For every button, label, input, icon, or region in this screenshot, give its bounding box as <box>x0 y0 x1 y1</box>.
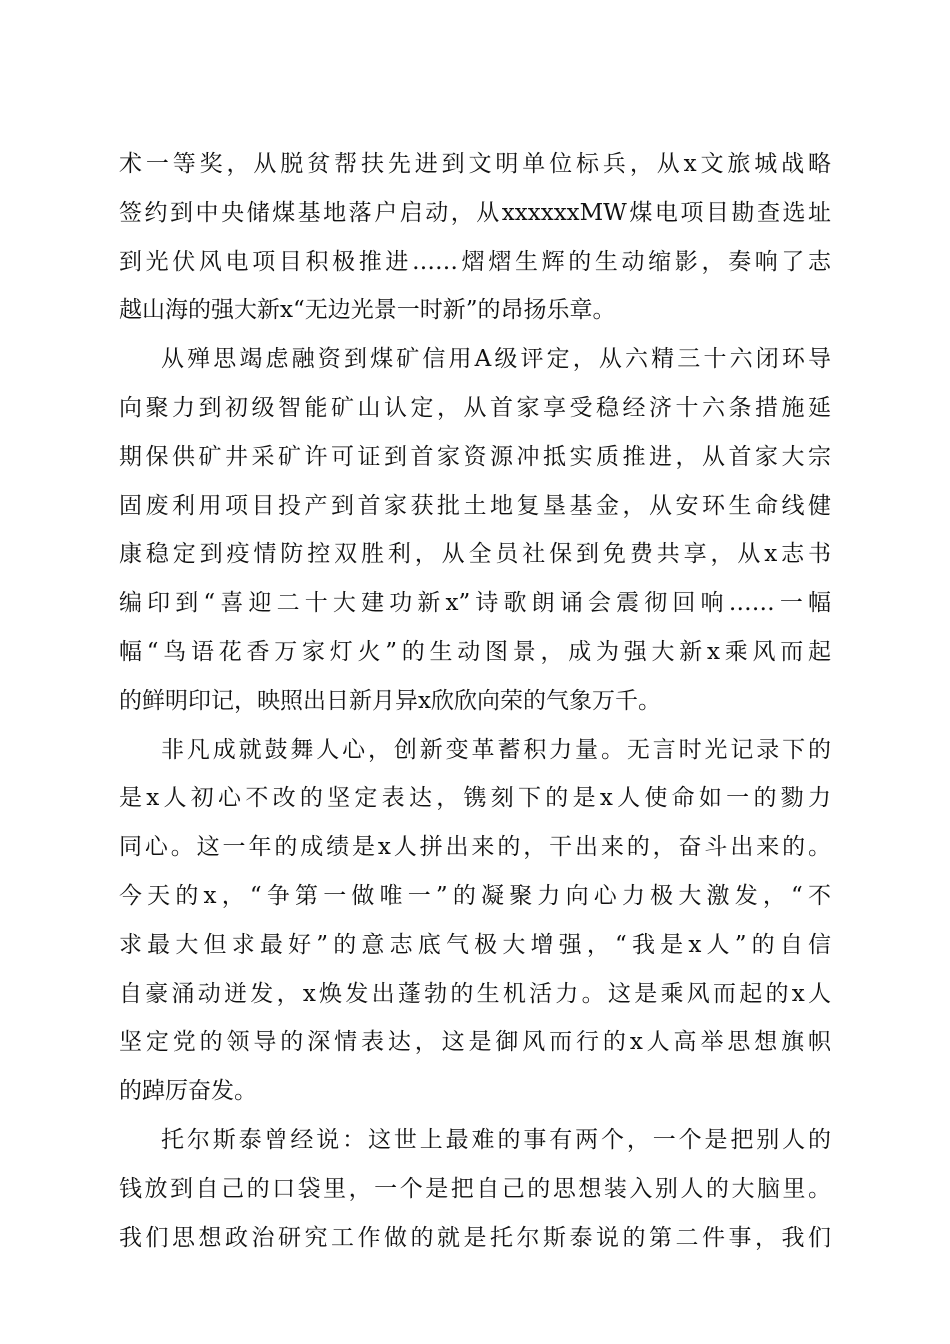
text-line: 幅“鸟语花香万家灯火”的生动图景，成为强大新x乘风而起 <box>119 638 831 665</box>
paragraph-2 <box>119 335 831 725</box>
text-line: 期保供矿井采矿许可证到首家资源冲抵实质推进，从首家大宗 <box>119 443 831 470</box>
text-line: 的踔厉奋发。 <box>119 1078 257 1105</box>
text-line: 我们思想政治研究工作做的就是托尔斯泰说的第二件事，我们 <box>119 1224 831 1251</box>
text-line: 钱放到自己的口袋里，一个是把自己的思想装入别人的大脑里。 <box>119 1175 831 1202</box>
text-line: 术一等奖，从脱贫帮扶先进到文明单位标兵，从x文旅城战略 <box>119 151 831 177</box>
text-line: 从殚思竭虑融资到煤矿信用A级评定，从六精三十六闭环导 <box>161 346 831 373</box>
text-line: 坚定党的领导的深情表达，这是御风而行的x人高举思想旗帜 <box>119 1029 831 1056</box>
text-line: 到光伏风电项目积极推进……熠熠生辉的生动缩影，奏响了志 <box>119 248 831 275</box>
document-page <box>119 140 831 1262</box>
paragraph-3 <box>119 726 831 1116</box>
text-line: 的鲜明印记，映照出日新月异x欣欣向荣的气象万千。 <box>119 687 661 714</box>
paragraph-1 <box>119 140 831 335</box>
text-line: 托尔斯泰曾经说：这世上最难的事有两个，一个是把别人的 <box>161 1126 831 1153</box>
text-line: 越山海的强大新x“无边光景一时新”的昂扬乐章。 <box>119 297 616 324</box>
text-line: 编印到“喜迎二十大建功新x”诗歌朗诵会震彻回响……一幅 <box>119 590 831 617</box>
text-line: 非凡成就鼓舞人心，创新变革蓄积力量。无言时光记录下的 <box>161 736 831 763</box>
text-line: 是x人初心不改的坚定表达，镌刻下的是x人使命如一的勠力 <box>119 785 831 812</box>
text-line: 向聚力到初级智能矿山认定，从首家享受稳经济十六条措施延 <box>119 394 831 421</box>
text-line: 自豪涌动迸发，x焕发出蓬勃的生机活力。这是乘风而起的x人 <box>119 980 831 1007</box>
text-line: 同心。这一年的成绩是x人拼出来的，干出来的，奋斗出来的。 <box>119 834 831 861</box>
paragraph-4 <box>119 1116 831 1262</box>
text-line: 签约到中央储煤基地落户启动，从xxxxxxMW煤电项目勘查选址 <box>119 199 831 226</box>
text-line: 求最大但求最好”的意志底气极大增强，“我是x人”的自信 <box>119 931 831 958</box>
text-line: 今天的x，“争第一做唯一”的凝聚力向心力极大激发，“不 <box>119 882 831 909</box>
text-line: 固废利用项目投产到首家获批土地复垦基金，从安环生命线健 <box>119 492 831 519</box>
text-line: 康稳定到疫情防控双胜利，从全员社保到免费共享，从x志书 <box>119 541 831 568</box>
